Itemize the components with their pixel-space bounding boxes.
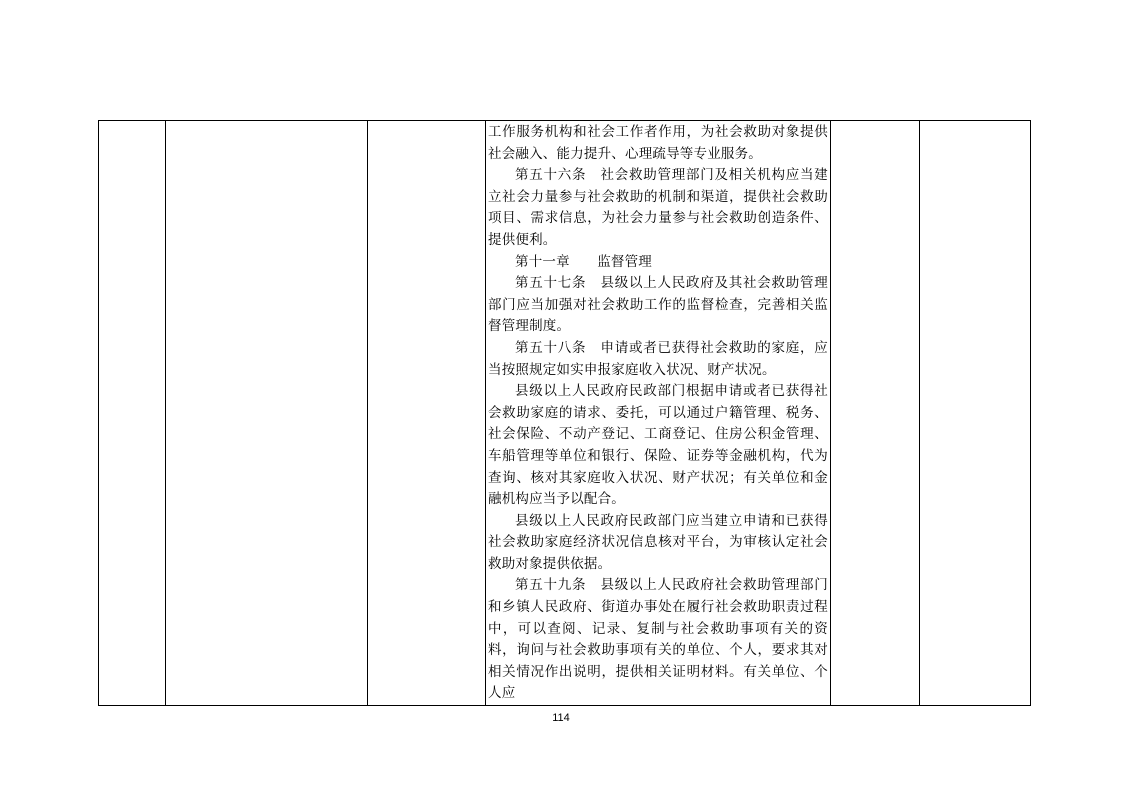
regulation-table <box>98 120 1031 706</box>
table-cell-col6 <box>920 121 1031 706</box>
paragraph: 县级以上人民政府民政部门根据申请或者已获得社会救助家庭的请求、委托，可以通过户籍管理、税务、社会保险、不动产登记、工商登记、住房公积金管理、车船管理等单位和银行、保险、证券等金融机构，代为查询、核对其家庭收入状况、财产状况；有关单位和金融机构应当予以配合。 <box>488 383 828 508</box>
chapter-heading: 第十一章 监督管理 <box>515 253 652 270</box>
table-row <box>99 121 1031 706</box>
paragraph: 第五十九条 县级以上人民政府社会救助管理部门和乡镇人民政府、街道办事处在履行社会救助职责过程中，可以查阅、记录、复制与社会救助事项有关的资料，询问与社会救助事项有关的单位、个人，要求其对相关情况作出说明，提供相关证明材料。有关单位、个人应 <box>488 577 828 702</box>
paragraph: 工作服务机构和社会工作者作用，为社会救助对象提供社会融入、能力提升、心理疏导等专业服务。 <box>488 124 828 162</box>
paragraph: 第五十六条 社会救助管理部门及相关机构应当建立社会力量参与社会救助的机制和渠道，提供社会救助项目、需求信息，为社会力量参与社会救助创造条件、提供便利。 <box>488 167 828 248</box>
table-cell-content <box>486 121 831 706</box>
paragraph: 第五十八条 申请或者已获得社会救助的家庭，应当按照规定如实申报家庭收入状况、财产状况。 <box>488 339 828 378</box>
paragraph: 县级以上人民政府民政部门应当建立申请和已获得社会救助家庭经济状况信息核对平台，为审核认定社会救助对象提供依据。 <box>488 512 828 572</box>
page-number: 114 <box>552 712 570 724</box>
table-cell-col5 <box>831 121 920 706</box>
table-cell-col2 <box>166 121 368 706</box>
table-cell-col1 <box>99 121 166 706</box>
regulation-text <box>486 121 830 705</box>
paragraph: 第五十七条 县级以上人民政府及其社会救助管理部门应当加强对社会救助工作的监督检查，完善相关监督管理制度。 <box>488 275 828 335</box>
table-cell-col3 <box>368 121 486 706</box>
